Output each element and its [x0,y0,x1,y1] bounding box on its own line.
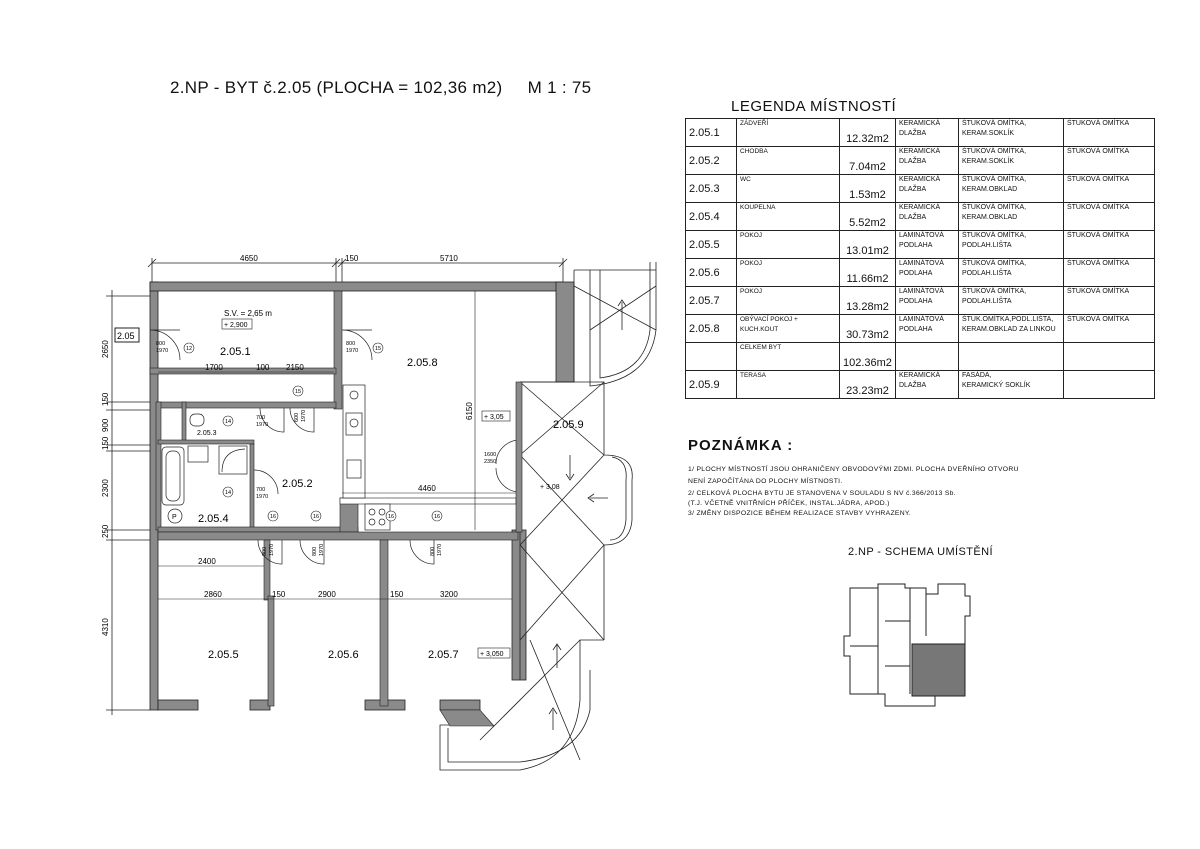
door-width: 800 [312,546,318,556]
legend-ceiling-line: ŠTUKOVÁ OMÍTKA [1066,148,1130,155]
legend-room-area: 23.23m2 [840,371,896,399]
tag: 16 [388,514,395,520]
legend-room-area: 5.52m2 [840,203,896,231]
terrace-outline [440,262,656,770]
door-height: 1970 [301,409,307,422]
legend-wall [958,315,1063,343]
legend-room-name: KOUPELNA [737,203,840,231]
unit-tag: 2.05 [117,331,135,341]
legend-floor [895,119,958,147]
room-label: 2.05.7 [428,649,459,661]
legend-floor-line: LAMINÁTOVÁ [898,288,944,295]
terrace-walls [440,382,522,726]
legend-ceiling [1063,175,1154,203]
legend-row [686,147,1155,175]
level-mark: + 3,05 [484,414,504,421]
legend-floor [895,315,958,343]
legend-room-area: 30.73m2 [840,315,896,343]
dim-5710: 5710 [440,254,458,263]
legend-room-name: OBÝVACÍ POKOJ + KUCH.KOUT [737,315,840,343]
tag: 15 [295,389,302,395]
legend-floor [895,175,958,203]
legend-floor [895,203,958,231]
legend-wall-line: KERAMICKÝ SOKLÍK [961,382,1031,389]
dim-2860: 2860 [204,590,222,599]
legend-wall-line: PODLAH.LIŠTA [961,270,1012,277]
legend-row [686,371,1155,399]
legend-floor [895,343,958,371]
legend-floor-line: KERAMICKÁ [898,372,941,379]
location-schema [830,576,980,716]
legend-floor-line: PODLAHA [898,270,933,277]
legend-ceiling-line: ŠTUKOVÁ OMÍTKA [1066,260,1130,267]
legend-wall-line: KERAM.OBKLAD [961,214,1018,221]
legend-wall-line: ŠTUKOVÁ OMÍTKA, [961,120,1027,127]
schema-title: 2.NP - SCHEMA UMÍSTĚNÍ [848,546,993,558]
legend-floor-line: KERAMICKÁ [898,148,941,155]
dim-250: 250 [101,524,110,538]
legend-floor-line: LAMINÁTOVÁ [898,260,944,267]
level-mark: + 3,08 [540,484,560,491]
legend-floor-line: DLAŽBA [898,382,927,389]
legend-floor-line: LAMINÁTOVÁ [898,316,944,323]
legend-ceiling [1063,259,1154,287]
tag: 14 [225,490,232,496]
legend-floor-line: KERAMICKÁ [898,120,941,127]
note-line: 3/ ZMĚNY DISPOZICE BĚHEM REALIZACE STAVBY VYHRAZENY. [688,510,912,517]
legend-wall-line: ŠTUKOVÁ OMÍTKA, [961,232,1027,239]
legend-title: LEGENDA MÍSTNOSTÍ [731,98,897,115]
dim-150: 150 [345,254,359,263]
door-width: 700 [256,415,266,421]
legend-row [686,119,1155,147]
legend-room-area: 1.53m2 [840,175,896,203]
legend-room-name: CELKEM BYT [737,343,840,371]
legend-row [686,203,1155,231]
legend-wall-line: ŠTUKOVÁ OMÍTKA, [961,176,1027,183]
dim-1700: 1700 [205,363,223,372]
dim-3200: 3200 [440,590,458,599]
door-width: 800 [430,546,436,556]
legend-room-area: 13.28m2 [840,287,896,315]
legend-wall-line: ŠTUKOVÁ OMÍTKA, [961,260,1027,267]
legend-row [686,231,1155,259]
legend-wall-line: PODLAH.LIŠTA [961,298,1012,305]
note-line: 2/ CELKOVÁ PLOCHA BYTU JE STANOVENA V SOULADU S NV č.366/2013 Sb. [688,490,956,497]
legend-room-area: 13.01m2 [840,231,896,259]
door-height: 1970 [156,348,169,354]
legend-wall-line: KERAM.SOKLÍK [961,130,1015,137]
legend-room-name: POKOJ [737,287,840,315]
door-width: 700 [256,487,266,493]
dim-150: 150 [101,392,110,406]
dim-150: 150 [390,590,404,599]
dim-2150: 2150 [286,363,304,372]
interior-walls [150,291,518,706]
door-height: 1970 [346,348,359,354]
dim-150: 150 [272,590,286,599]
legend-room-code: 2.05.4 [686,203,737,231]
legend-wall [958,203,1063,231]
tag: 14 [225,419,232,425]
legend-wall-line: KERAM.OBKLAD ZA LINKOU [961,326,1056,333]
legend-ceiling [1063,343,1154,371]
legend-wall-line: ŠTUKOVÁ OMÍTKA, [961,288,1027,295]
dim-900: 900 [101,418,110,432]
room-label: 2.05.9 [553,419,584,431]
door-width: 800 [156,341,166,347]
dim-4310: 4310 [101,618,110,636]
legend-ceiling-line: ŠTUKOVÁ OMÍTKA [1066,316,1130,323]
tag: 16 [270,514,277,520]
legend-floor-line: DLAŽBA [898,158,927,165]
level-mark: + 2,900 [224,322,248,329]
legend-room-name: ZÁDVEŘÍ [737,119,840,147]
legend-room-area: 12.32m2 [840,119,896,147]
legend-ceiling [1063,371,1154,399]
dim-2900: 2900 [318,590,336,599]
legend-wall-line: KERAM.SOKLÍK [961,158,1015,165]
notes-title: POZNÁMKA : [688,437,794,454]
door-height: 1970 [319,543,325,556]
legend-row [686,175,1155,203]
legend-floor-line: PODLAHA [898,326,933,333]
room-label: 2.05.6 [328,649,359,661]
legend-room-code: 2.05.6 [686,259,737,287]
legend-ceiling [1063,231,1154,259]
legend-room-code: 2.05.8 [686,315,737,343]
legend-floor-line: PODLAHA [898,242,933,249]
legend-wall [958,147,1063,175]
legend-wall-line: ŠTUKOVÁ OMÍTKA, [961,148,1027,155]
legend-room-area: 11.66m2 [840,259,896,287]
legend-wall [958,231,1063,259]
room-legend-table [685,118,1155,399]
legend-wall-line: ŠTUKOVÁ OMÍTKA, [961,204,1027,211]
door-height: 1970 [256,422,269,428]
legend-ceiling-line: ŠTUKOVÁ OMÍTKA [1066,288,1130,295]
legend-ceiling-line: ŠTUKOVÁ OMÍTKA [1066,120,1130,127]
legend-room-name: WC [737,175,840,203]
legend-floor-line: DLAŽBA [898,130,927,137]
note-line: NENÍ ZAPOČÍTÁNA DO PLOCHY MÍSTNOSTI. [688,478,843,485]
legend-room-code: 2.05.2 [686,147,737,175]
legend-room-code: 2.05.3 [686,175,737,203]
dim-4460: 4460 [418,484,436,493]
legend-room-area: 7.04m2 [840,147,896,175]
dim-2650: 2650 [101,340,110,358]
legend-floor-line: LAMINÁTOVÁ [898,232,944,239]
door-width: 600 [294,412,300,422]
legend-room-code: 2.05.5 [686,231,737,259]
legend-wall-line: ŠTUK.OMÍTKA,PODL.LIŠTA, [961,316,1054,323]
legend-room-name: CHODBA [737,147,840,175]
legend-room-code: 2.05.9 [686,371,737,399]
legend-wall [958,371,1063,399]
legend-floor-line: KERAMICKÁ [898,176,941,183]
legend-ceiling-line: ŠTUKOVÁ OMÍTKA [1066,232,1130,239]
drawing-title: 2.NP - BYT č.2.05 (PLOCHA = 102,36 m2) M 1 : 75 [170,78,592,97]
tag: 16 [434,514,441,520]
legend-floor [895,231,958,259]
legend-ceiling [1063,315,1154,343]
dim-6150: 6150 [465,402,474,420]
room-label: 2.05.4 [198,513,229,525]
legend-room-name: POKOJ [737,231,840,259]
door-height: 1970 [269,543,275,556]
room-label: 2.05.5 [208,649,239,661]
legend-wall [958,343,1063,371]
legend-wall [958,175,1063,203]
legend-floor-line: PODLAHA [898,298,933,305]
legend-floor [895,371,958,399]
door-height: 2350 [484,459,497,465]
tag: 16 [313,514,320,520]
legend-ceiling [1063,203,1154,231]
note-line: 1/ PLOCHY MÍSTNOSTÍ JSOU OHRANIČENY OBVODOVÝMI ZDMI. PLOCHA DVEŘNÍHO OTVORU [688,466,1019,473]
tag: 15 [375,346,382,352]
legend-room-name: TERASA [737,371,840,399]
door-width: 800 [262,546,268,556]
tag-P: P [172,514,177,521]
legend-wall-line: KERAM.OBKLAD [961,186,1018,193]
legend-row [686,287,1155,315]
legend-floor-line: KERAMICKÁ [898,204,941,211]
legend-room-code: 2.05.7 [686,287,737,315]
legend-wall [958,259,1063,287]
door-height: 1970 [256,494,269,500]
legend-room-code [686,343,737,371]
legend-ceiling [1063,119,1154,147]
dim-150: 150 [101,436,110,450]
legend-wall-line: PODLAH.LIŠTA [961,242,1012,249]
legend-floor-line: DLAŽBA [898,214,927,221]
legend-row [686,315,1155,343]
legend-row [686,259,1155,287]
legend-wall [958,287,1063,315]
legend-floor [895,287,958,315]
door-height: 1970 [437,543,443,556]
room-label: 2.05.3 [197,430,217,437]
dim-2400: 2400 [198,557,216,566]
legend-floor [895,147,958,175]
dim-4650: 4650 [240,254,258,263]
legend-room-name: POKOJ [737,259,840,287]
dim-2300: 2300 [101,479,110,497]
room-label: 2.05.8 [407,357,438,369]
legend-wall-line: FASÁDA, [961,372,992,379]
note-line: (T.J. VČETNĚ VNITŘNÍCH PŘÍČEK, INSTAL.JÁDRA, APOD.) [688,500,890,507]
legend-ceiling [1063,287,1154,315]
room-label: 2.05.2 [282,478,313,490]
legend-ceiling-line: ŠTUKOVÁ OMÍTKA [1066,204,1130,211]
legend-ceiling-line: ŠTUKOVÁ OMÍTKA [1066,176,1130,183]
legend-floor-line: DLAŽBA [898,186,927,193]
legend-floor [895,259,958,287]
left-dimension-line [106,290,150,715]
sv-label: S.V. = 2,65 m [224,309,272,318]
legend-row [686,343,1155,371]
tag: 12 [186,346,193,352]
legend-room-code: 2.05.1 [686,119,737,147]
level-mark: + 3,050 [480,651,504,658]
door-width: 800 [346,341,356,347]
room-label: 2.05.1 [220,346,251,358]
legend-ceiling [1063,147,1154,175]
dim-100: 100 [256,363,270,372]
door-width: 1600 [484,452,497,458]
legend-wall [958,119,1063,147]
legend-room-area: 102.36m2 [840,343,896,371]
